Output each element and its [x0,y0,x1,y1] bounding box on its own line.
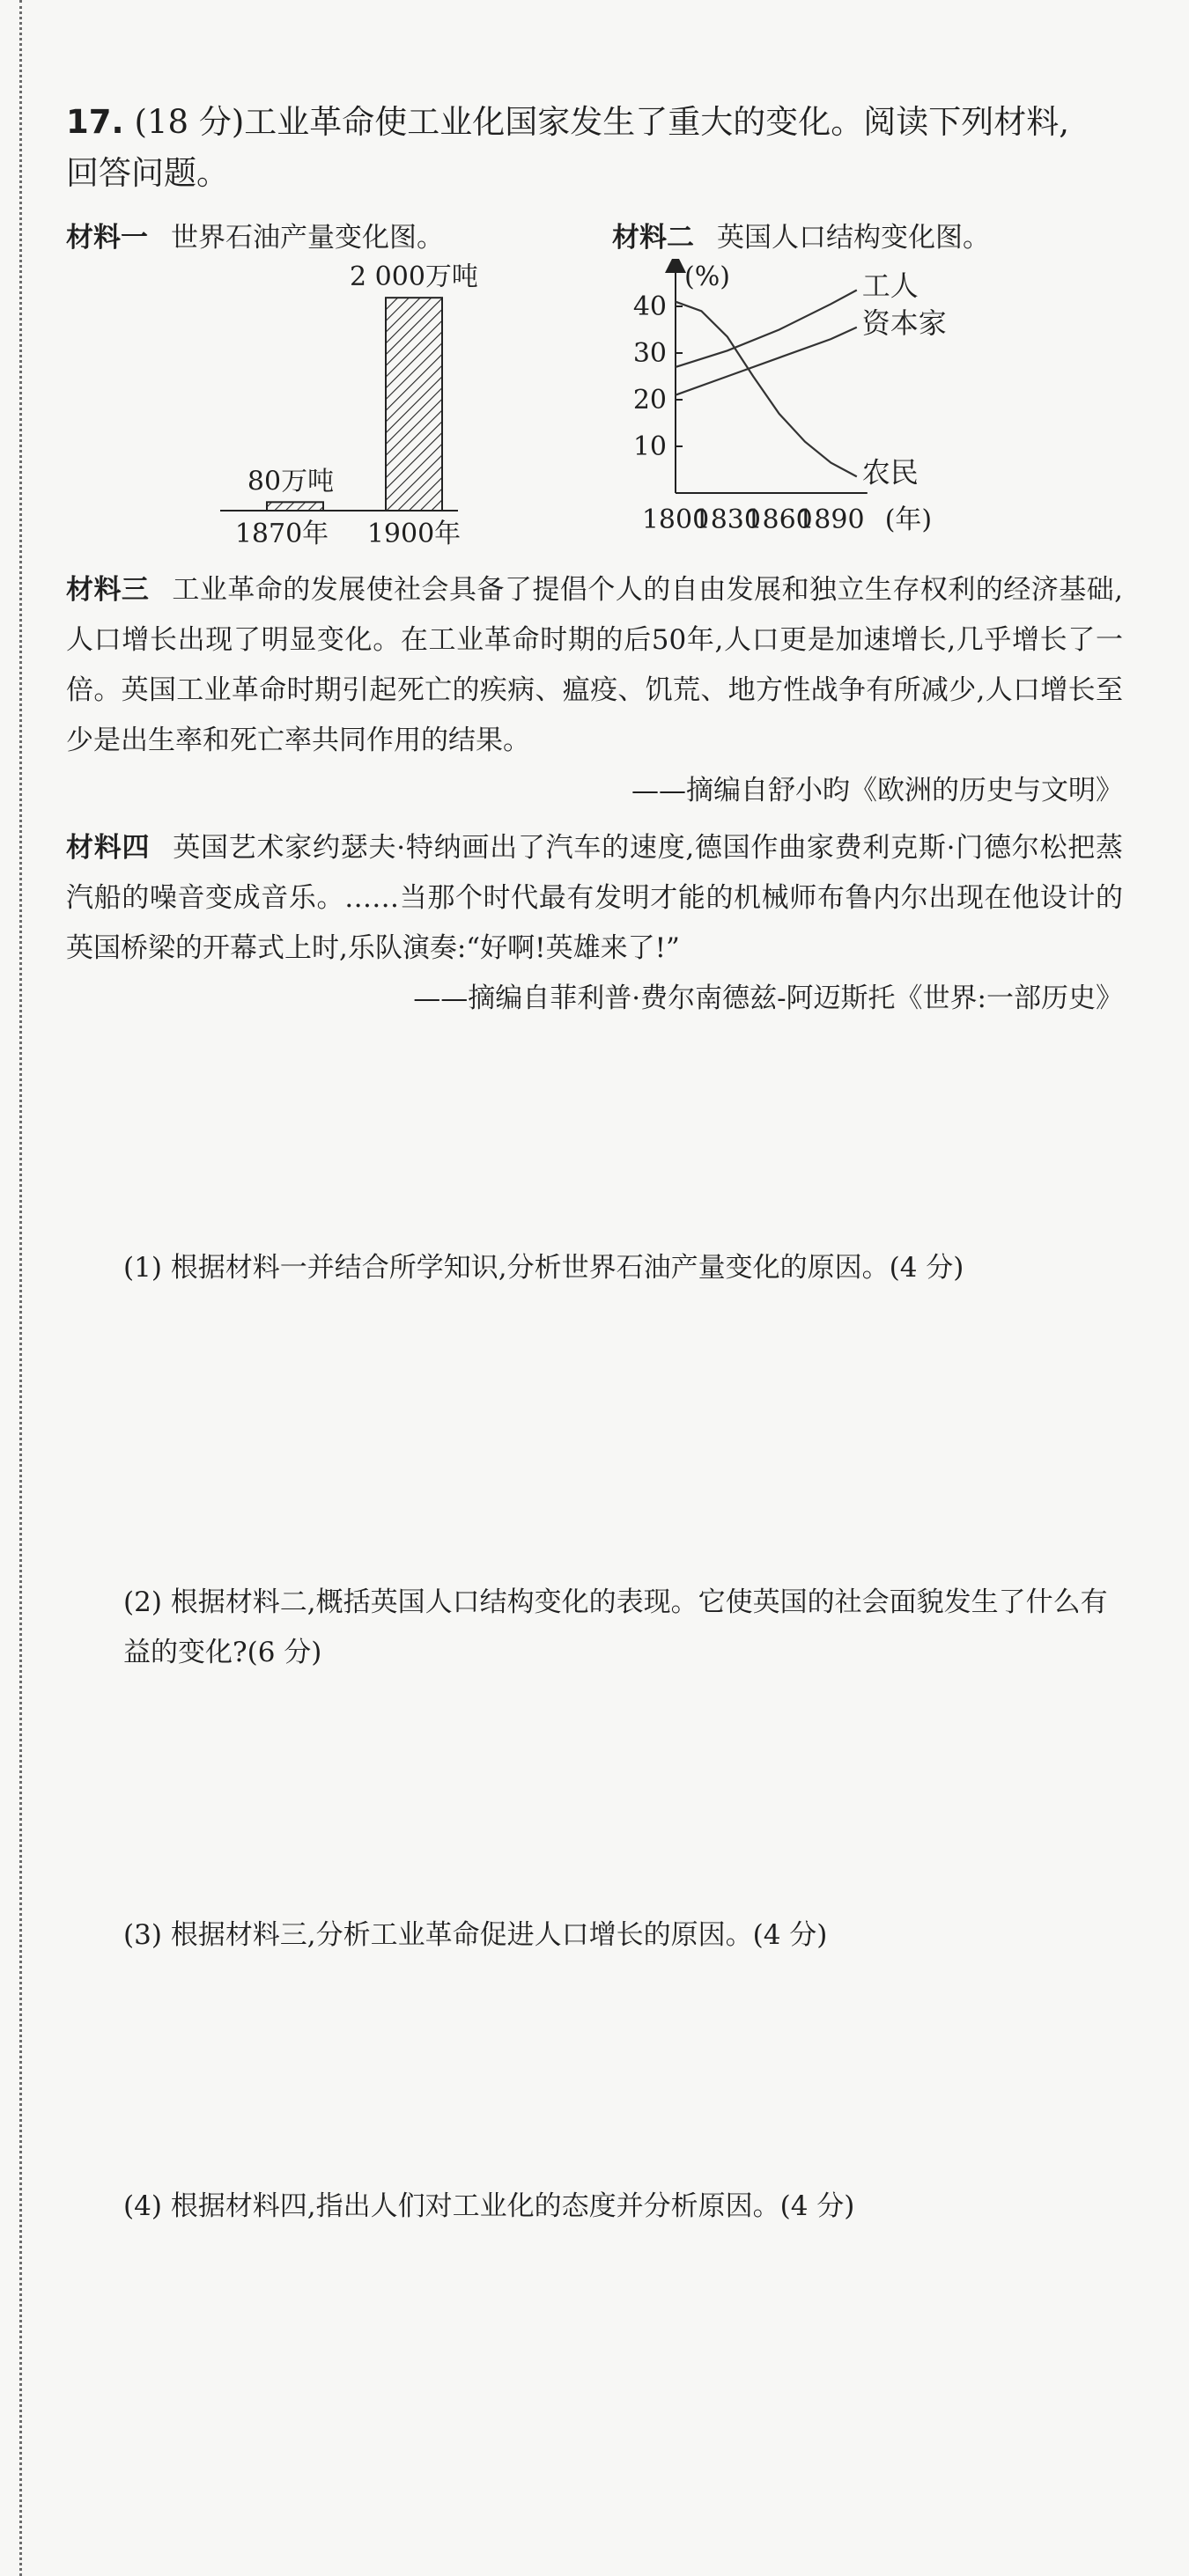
x-axis-unit: (年) [884,504,933,535]
series-line-农民 [676,302,857,477]
oil-bar-value-label: 2 000万吨 [350,261,478,293]
oil-bar-1870年 [267,502,323,511]
series-label: 工人 [861,269,919,303]
oil-bar-1900年 [386,298,442,511]
oil-x-tick-label: 1900年 [366,519,462,549]
material3-source: ——摘编自舒小昀《欧洲的历史与文明》 [631,775,1123,806]
oil-bar-value-label: 80万吨 [247,466,335,497]
y-tick-label: 40 [632,291,667,322]
x-tick-label: 1800 [641,504,710,535]
series-line-工人 [676,291,857,367]
question-1: (1) 根据材料一并结合所学知识,分析世界石油产量变化的原因。(4 分) [123,1252,964,1284]
materials-1-2 [66,215,1123,558]
material4-label: 材料四 [66,832,151,864]
question-3: (3) 根据材料三,分析工业革命促进人口增长的原因。(4 分) [123,1919,828,1951]
material4 [66,823,1123,974]
question-stem-line2: 回答问题。 [66,154,229,192]
population-structure-chart [621,259,1123,549]
binding-dashed-line [19,0,22,2576]
material4-text: 英国艺术家约瑟夫·特纳画出了汽车的速度,德国作曲家费利克斯·门德尔松把蒸汽船的噪音变成音乐。……当那个时代最有发明才能的机械师布鲁内尔出现在他设计的英国桥梁的开幕式上时,乐队演奏:“好啊!英雄来了!” [66,832,1124,964]
y-tick-label: 20 [632,385,667,416]
x-tick-label: 1890 [797,504,865,535]
question-number: 17. [66,103,124,141]
material4-source: ——摘编自菲利普·费尔南德兹-阿迈斯托《世界:一部历史》 [413,983,1123,1014]
series-label: 资本家 [861,305,947,340]
y-tick-label: 30 [632,338,667,369]
y-tick-label: 10 [632,431,667,462]
question-stem-line1: (18 分)工业革命使工业化国家发生了重大的变化。阅读下列材料, [134,103,1070,141]
material2-title: 英国人口结构变化图。 [717,222,990,254]
material3-label: 材料三 [66,574,150,606]
x-tick-label: 1860 [745,504,813,535]
material2-label: 材料二 [612,222,694,254]
material3-text: 工业革命的发展使社会具备了提倡个人的自由发展和独立生存权利的经济基础,人口增长出现了明显变化。在工业革命时期的后50年,人口更是加速增长,几乎增长了一倍。英国工业革命时期引起死亡的疾病、瘟疫、饥荒、地方性战争有所减少,人口增长至少是出生率和死亡率共同作用的结果。 [66,574,1123,756]
question-17 [66,97,1123,1024]
series-label: 农民 [861,455,919,489]
oil-production-chart [66,259,559,549]
material3 [66,565,1123,766]
x-tick-label: 1830 [693,504,761,535]
material2-heading [612,215,990,254]
oil-x-tick-label: 1870年 [234,519,329,549]
series-line-资本家 [676,328,857,395]
material1-label: 材料一 [66,222,148,254]
question-stem [66,97,1123,199]
question-2: (2) 根据材料二,概括英国人口结构变化的表现。它使英国的社会面貌发生了什么有益的变化?(6 分) [123,1586,1108,1668]
material1-heading [66,215,444,254]
y-axis-unit: (%) [684,261,730,292]
question-4: (4) 根据材料四,指出人们对工业化的态度并分析原因。(4 分) [123,2190,855,2222]
material1-title: 世界石油产量变化图。 [171,222,444,254]
